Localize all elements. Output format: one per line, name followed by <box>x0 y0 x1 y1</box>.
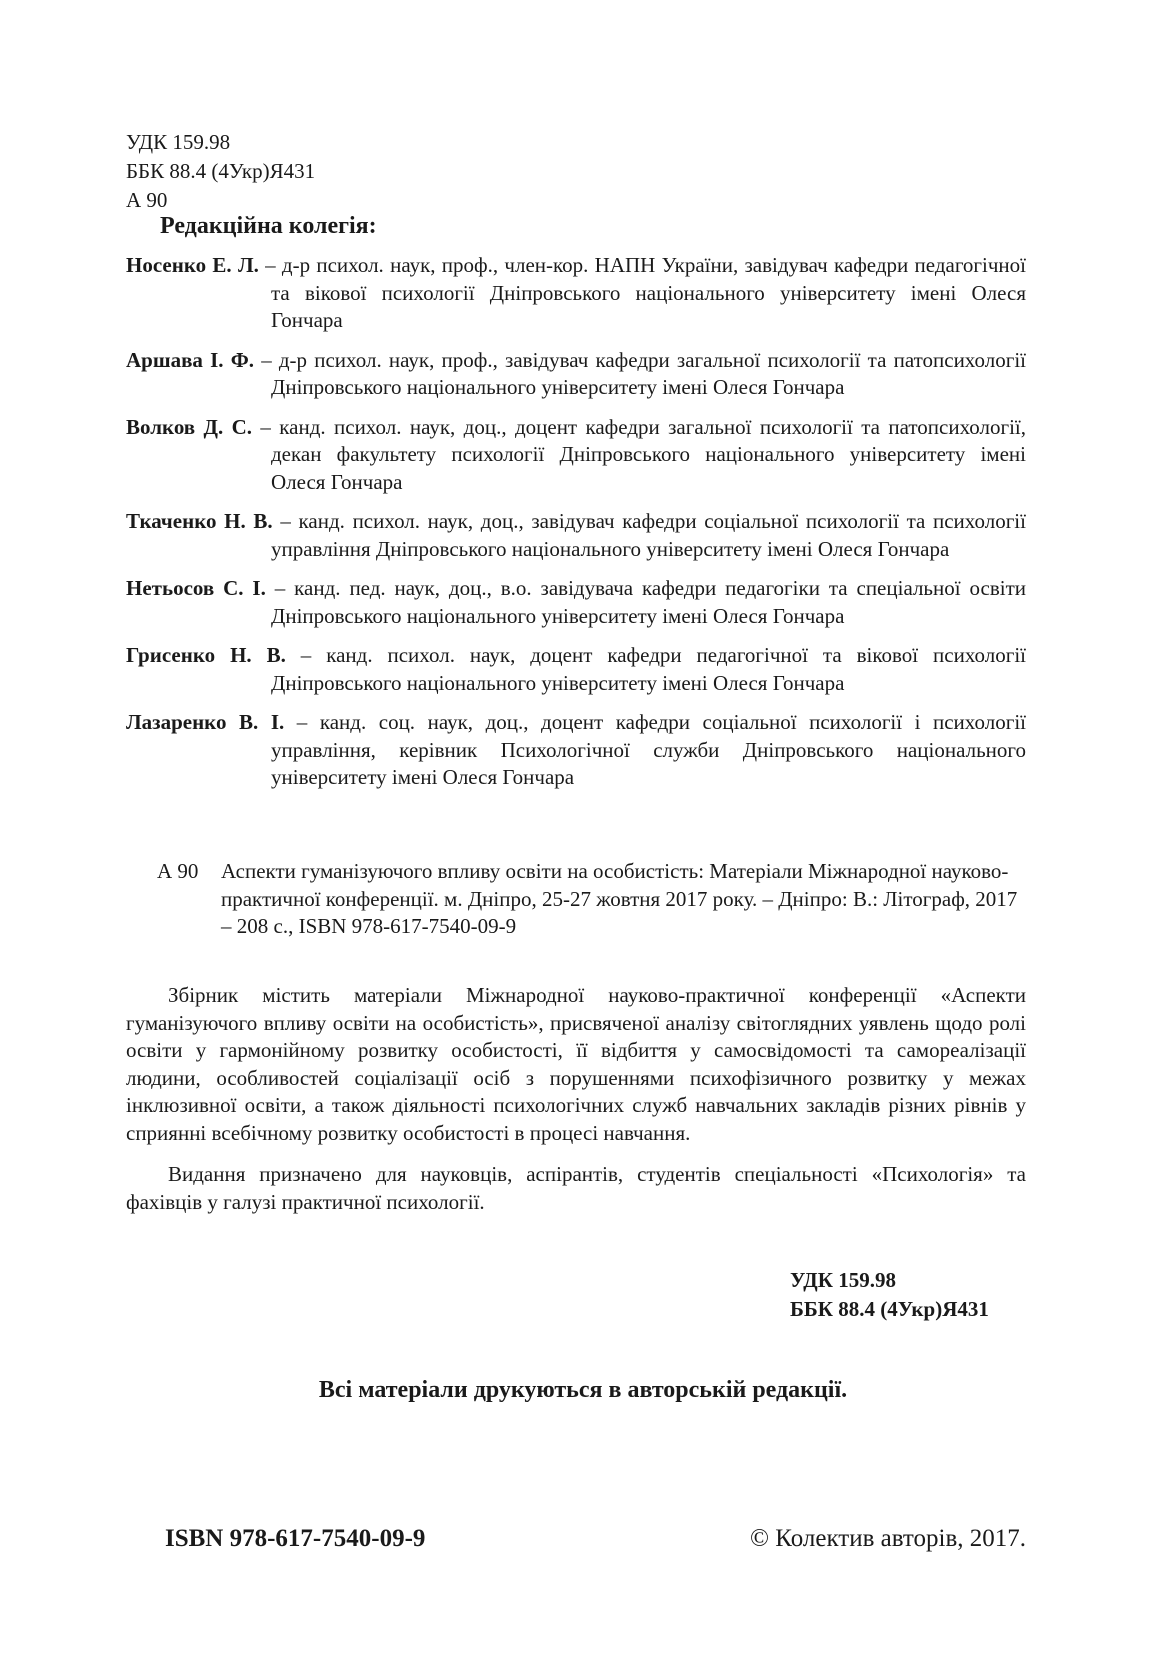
member-name: Грисенко Н. В. <box>126 643 286 667</box>
board-member <box>126 642 1026 697</box>
audience-paragraph: Видання призначено для науковців, аспірантів, студентів спеціальності «Психологія» та фахівців у галузі практичної психології. <box>126 1162 1026 1214</box>
header-codes <box>126 128 315 215</box>
udk-code: УДК 159.98 <box>126 130 231 154</box>
member-description: – канд. психол. наук, доц., завідувач кафедри соціальної психології та психології управління Дніпровського національного університету імені Олеся Гончара <box>271 509 1026 561</box>
abstract <box>126 982 1026 1230</box>
catalog-description: Аспекти гуманізуючого впливу освіти на особистість: Матеріали Міжнародної науково-практичної конференції. м. Дніпро, 25-27 жовтня 2017 року. – Дніпро: В.: Літограф, 2017 – 208 с., ISBN 978-617-7540-09-9 <box>221 859 1018 938</box>
isbn: ISBN 978-617-7540-09-9 <box>165 1525 426 1552</box>
board-member <box>126 347 1026 402</box>
board-member <box>126 709 1026 792</box>
editorial-board-list <box>126 252 1026 804</box>
copyright: © Колектив авторів, 2017. <box>750 1525 1026 1552</box>
board-member <box>126 414 1026 497</box>
author-mark: А 90 <box>126 188 168 212</box>
member-name: Ткаченко Н. В. <box>126 509 273 533</box>
board-member <box>126 508 1026 563</box>
member-name: Аршава І. Ф. <box>126 347 254 372</box>
catalog-code: А 90 <box>157 859 199 883</box>
member-description: – д-р психол. наук, проф., завідувач кафедри загальної психології та патопсихології Дніпровського національного університету імені Олеся Гончара <box>254 347 1026 399</box>
editorial-board-title: Редакційна колегія: <box>160 213 377 239</box>
bbk-code: ББК 88.4 (4Укр)Я431 <box>790 1297 989 1321</box>
member-description: – канд. пед. наук, доц., в.о. завідувача кафедри педагогіки та спеціальної освіти Дніпровського національного університету імені Олеся Гончара <box>265 576 1026 628</box>
bbk-code: ББК 88.4 (4Укр)Я431 <box>126 159 316 183</box>
member-description: – д-р психол. наук, проф., член-кор. НАПН України, завідувач кафедри педагогічної та вікової психології Дніпровського національного університету імені Олеся Гончара <box>258 253 1026 332</box>
udk-code: УДК 159.98 <box>790 1268 896 1292</box>
member-name: Лазаренко В. І. <box>126 710 285 734</box>
board-member <box>126 575 1026 630</box>
member-description: – канд. соц. наук, доц., доцент кафедри соціальної психології і психології управління, керівник Психологічної служби Дніпровського національного університету імені Олеся Гончара <box>271 710 1026 789</box>
member-name: Волков Д. С. <box>126 414 253 439</box>
editorial-notice: Всі матеріали друкуються в авторській редакції. <box>318 1377 848 1403</box>
member-name: Нетьосов С. І. <box>126 576 266 600</box>
member-description: – канд. психол. наук, доц., доцент кафедри загальної психології та патопсихології, декан факультету психології Дніпровського національного університету імені Олеся Гончара <box>252 414 1026 494</box>
footer-codes <box>790 1266 989 1324</box>
member-description: – канд. психол. наук, доцент кафедри педагогічної та вікової психології Дніпровського національного університету імені Олеся Гончара <box>271 643 1027 695</box>
member-name: Носенко Е. Л. <box>126 253 259 277</box>
abstract-paragraph: Збірник містить матеріали Міжнародної науково-практичної конференції «Аспекти гуманізуючого впливу освіти на особистість», присвяченої аналізу світоглядних уявлень щодо ролі освіти у гармонійному розвитку особистості, її відбиття у самосвідомості та самореалізації людини, особливостей соціалізації осіб з порушеннями психофізичного розвитку у межах інклюзивної освіти, а також діяльності психологічних служб навчальних закладів різних рівнів у сприянні всебічному розвитку особистості в процесі навчання. <box>126 983 1026 1145</box>
board-member <box>126 252 1026 335</box>
catalog-entry <box>157 858 1026 941</box>
